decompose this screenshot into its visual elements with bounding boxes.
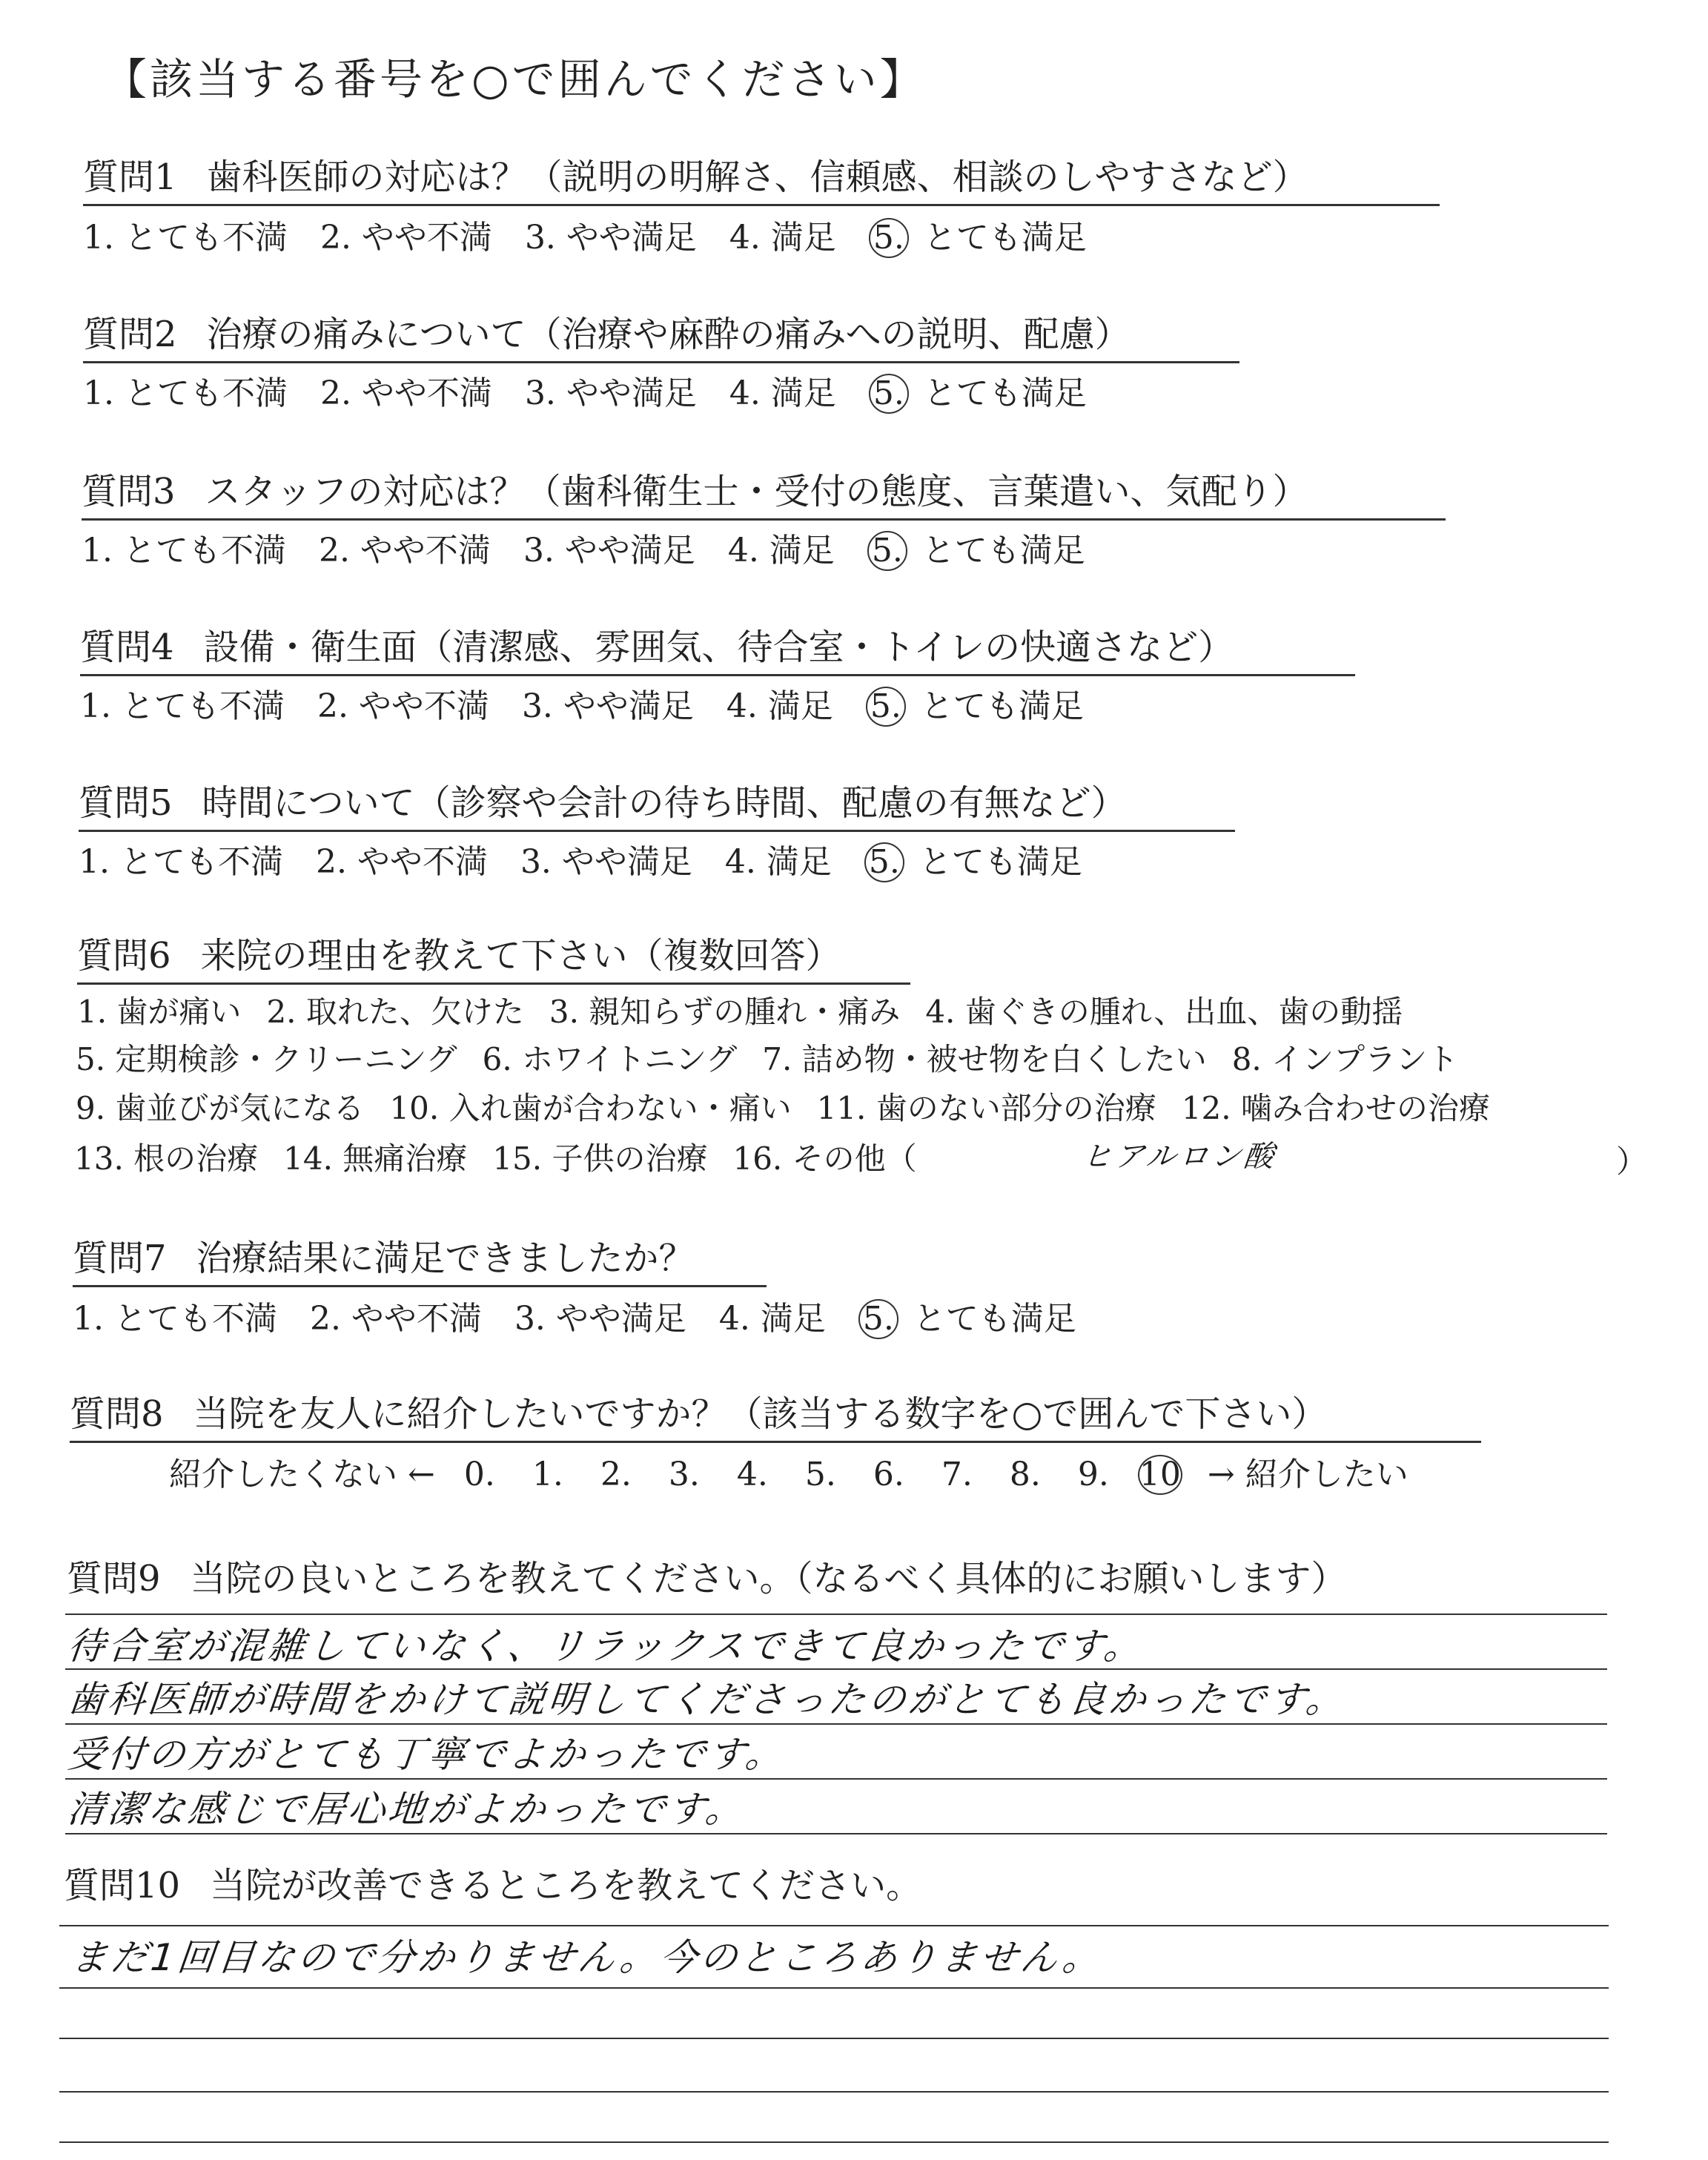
option-4[interactable]: 4. 満足: [727, 532, 835, 569]
scale-2[interactable]: 2.: [600, 1456, 632, 1493]
question-5-heading: [79, 774, 1235, 832]
question-5-number: 質問5: [79, 782, 173, 824]
option-3[interactable]: 3. やや満足: [520, 843, 692, 881]
scale-0[interactable]: 0.: [463, 1456, 495, 1493]
question-9-number: 質問9: [67, 1558, 161, 1599]
form-title: 【該当する番号を○で囲んでください】: [104, 54, 926, 105]
reason-14[interactable]: 14. 無痛治療: [283, 1140, 468, 1177]
question-9-heading: [67, 1550, 1347, 1601]
option-1[interactable]: 1. とても不満: [83, 374, 288, 412]
option-1[interactable]: 1. とても不満: [82, 532, 286, 569]
question-5-options: [79, 835, 1082, 882]
question-3-options: [82, 524, 1085, 571]
option-4[interactable]: 4. 満足: [726, 687, 833, 725]
question-6-options-row-3: [76, 1084, 1515, 1129]
answer-line: [59, 1925, 1609, 1926]
option-5-label: とても満足: [923, 219, 1087, 257]
question-6-number: 質問6: [77, 935, 171, 977]
recommend-scale: [169, 1447, 1409, 1495]
reason-other-close: ）: [1616, 1143, 1648, 1180]
reason-4[interactable]: 4. 歯ぐきの腫れ、出血、歯の動揺: [925, 994, 1403, 1030]
option-3[interactable]: 3. やや満足: [524, 374, 697, 412]
scale-6[interactable]: 6.: [873, 1456, 904, 1493]
question-9-text: 当院の良いところを教えてください。（なるべく具体的にお願いします）: [190, 1558, 1347, 1599]
option-2[interactable]: 2. やや不満: [320, 374, 492, 412]
option-3[interactable]: 3. やや満足: [521, 687, 694, 725]
reason-3[interactable]: 3. 親知らずの腫れ・痛み: [549, 994, 901, 1030]
option-1[interactable]: 1. とても不満: [73, 1300, 277, 1338]
option-5-circled[interactable]: 5.: [867, 531, 907, 571]
question-7-number: 質問7: [73, 1238, 167, 1279]
question-3-number: 質問3: [82, 471, 176, 512]
option-2[interactable]: 2. やや不満: [317, 687, 489, 725]
question-7-text: 治療結果に満足できましたか？: [196, 1238, 695, 1279]
question-2-number: 質問2: [83, 314, 177, 355]
question-6-options-row-1: [77, 988, 1428, 1032]
question-3-heading: [82, 463, 1446, 521]
question-1-number: 質問1: [83, 156, 177, 198]
option-5-label: とても満足: [921, 532, 1085, 569]
question-6-heading: [77, 927, 910, 985]
question-3-text: スタッフの対応は？（歯科衛生士・受付の態度、言葉遣い、気配り）: [205, 471, 1308, 512]
question-10-text: 当院が改善できるところを教えてください。: [210, 1865, 922, 1906]
reason-1[interactable]: 1. 歯が痛い: [77, 994, 242, 1030]
scale-7[interactable]: 7.: [941, 1456, 973, 1493]
option-3[interactable]: 3. やや満足: [523, 532, 695, 569]
option-2[interactable]: 2. やや不満: [318, 532, 491, 569]
reason-10[interactable]: 10. 入れ歯が合わない・痛い: [389, 1090, 792, 1126]
question-8-heading: [70, 1385, 1481, 1443]
answer-line: [59, 2091, 1609, 2093]
question-10-number: 質問10: [64, 1865, 181, 1906]
question-2-options: [83, 366, 1087, 414]
question-8-text: 当院を友人に紹介したいですか？（該当する数字を○で囲んで下さい）: [193, 1393, 1328, 1435]
answer-line: [59, 1987, 1609, 1989]
option-5-circled[interactable]: 5.: [864, 842, 904, 882]
question-6-options-row-4: [74, 1135, 942, 1179]
reason-13[interactable]: 13. 根の治療: [74, 1140, 259, 1177]
question-4-heading: [80, 618, 1355, 676]
scale-9[interactable]: 9.: [1077, 1456, 1109, 1493]
option-5-label: とても満足: [918, 843, 1082, 881]
answer-line: [65, 1614, 1607, 1615]
reason-2[interactable]: 2. 取れた、欠けた: [266, 994, 524, 1030]
scale-3[interactable]: 3.: [668, 1456, 700, 1493]
option-5-label: とても満足: [923, 374, 1087, 412]
option-5-circled[interactable]: 5.: [869, 374, 909, 414]
option-3[interactable]: 3. やや満足: [524, 219, 697, 257]
scale-8[interactable]: 8.: [1009, 1456, 1041, 1493]
reason-8[interactable]: 8. インプラント: [1231, 1041, 1459, 1077]
option-2[interactable]: 2. やや不満: [320, 219, 492, 257]
option-5-circled[interactable]: 5.: [866, 687, 906, 727]
question-2-heading: [83, 305, 1239, 363]
question-10-heading: [64, 1857, 921, 1908]
option-1[interactable]: 1. とても不満: [80, 687, 285, 725]
scale-4[interactable]: 4.: [736, 1456, 768, 1493]
option-1[interactable]: 1. とても不満: [79, 843, 283, 881]
reason-9[interactable]: 9. 歯並びが気になる: [76, 1090, 365, 1126]
answer-line: [65, 1833, 1607, 1834]
question-5-text: 時間について（診察や会計の待ち時間、配慮の有無など）: [202, 782, 1127, 824]
question-7-options: [73, 1292, 1076, 1339]
question-7-heading: [73, 1229, 767, 1287]
option-5-label: とても満足: [913, 1300, 1076, 1338]
question-4-number: 質問4: [80, 627, 174, 668]
option-3[interactable]: 3. やや満足: [514, 1300, 686, 1338]
question-1-heading: [83, 148, 1440, 206]
question-8-number: 質問8: [70, 1393, 164, 1435]
scale-1[interactable]: 1.: [532, 1456, 563, 1493]
q9-answer-line-2[interactable]: 歯科医師が時間をかけて説明してくださったのがとても良かったです。: [65, 1678, 1348, 1721]
option-5-circled[interactable]: 5.: [858, 1299, 898, 1339]
question-4-text: 設備・衛生面（清潔感、雰囲気、待合室・トイレの快適さなど）: [203, 627, 1234, 668]
reason-other-answer[interactable]: ヒアルロン酸: [1080, 1140, 1279, 1174]
q10-answer[interactable]: まだ1回目なので分かりません。今のところありません。: [68, 1936, 1105, 1979]
scale-right-label: → 紹介したい: [1207, 1456, 1409, 1493]
option-5-label: とても満足: [920, 687, 1084, 725]
q9-answer-line-3[interactable]: 受付の方がとても丁寧でよかったです。: [65, 1733, 788, 1776]
reason-6[interactable]: 6. ホワイトニング: [482, 1041, 738, 1077]
scale-left-label: 紹介したくない ←: [169, 1456, 435, 1493]
option-5-circled[interactable]: 5.: [869, 218, 909, 258]
reason-5[interactable]: 5. 定期検診・クリーニング: [76, 1041, 457, 1077]
reason-16[interactable]: 16. その他（: [732, 1140, 917, 1177]
reason-11[interactable]: 11. 歯のない部分の治療: [816, 1090, 1156, 1126]
question-2-text: 治療の痛みについて（治療や麻酔の痛みへの説明、配慮）: [206, 314, 1131, 355]
question-6-options-row-2: [76, 1035, 1483, 1080]
reason-15[interactable]: 15. 子供の治療: [492, 1140, 708, 1177]
option-4[interactable]: 4. 満足: [729, 219, 836, 257]
option-4[interactable]: 4. 満足: [729, 374, 836, 412]
answer-line: [59, 2141, 1609, 2143]
q9-answer-line-1[interactable]: 待合室が混雑していなく、リラックスできて良かったです。: [65, 1625, 1147, 1668]
scale-10-circled[interactable]: 10: [1139, 1456, 1181, 1493]
question-6-text: 来院の理由を教えて下さい（複数回答）: [200, 935, 841, 977]
option-2[interactable]: 2. やや不満: [309, 1300, 482, 1338]
reason-12[interactable]: 12. 噛み合わせの治療: [1181, 1090, 1490, 1126]
q9-answer-line-4[interactable]: 清潔な感じで居心地がよかったです。: [65, 1788, 748, 1831]
option-4[interactable]: 4. 満足: [718, 1300, 826, 1338]
option-4[interactable]: 4. 満足: [724, 843, 832, 881]
question-1-text: 歯科医師の対応は？（説明の明解さ、信頼感、相談のしやすさなど）: [206, 156, 1308, 198]
answer-line: [59, 2038, 1609, 2039]
question-1-options: [83, 211, 1087, 258]
scale-5[interactable]: 5.: [804, 1456, 836, 1493]
question-4-options: [80, 679, 1084, 727]
option-2[interactable]: 2. やや不満: [315, 843, 488, 881]
option-1[interactable]: 1. とても不満: [83, 219, 288, 257]
reason-7[interactable]: 7. 詰め物・被せ物を白くしたい: [762, 1041, 1207, 1077]
